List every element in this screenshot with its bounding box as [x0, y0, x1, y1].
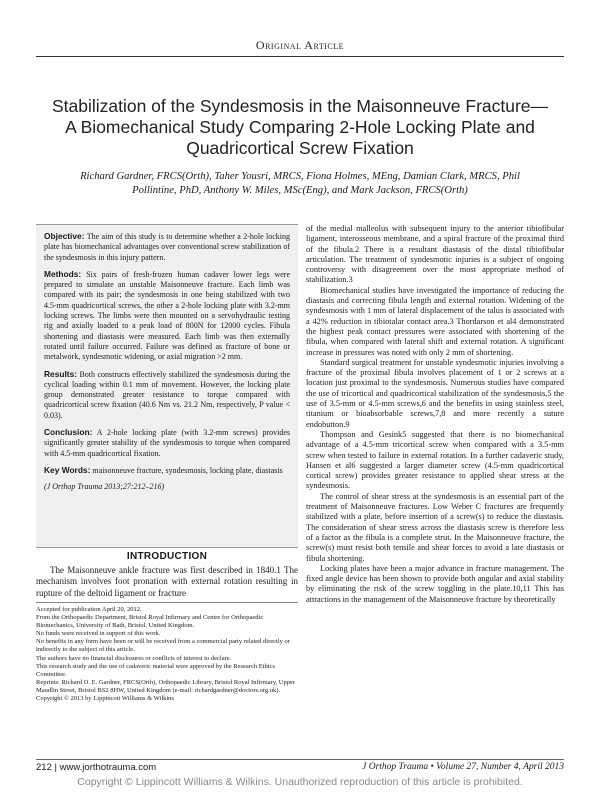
abstract-conclusion — [44, 427, 290, 459]
body-paragraph: Biomechanical studies have investigated the importance of reducing the diastasis and correcting fibula length and external rotation. Widening of the syndesmosis with 1 mm of lateral displacement of the talus is associated with a 42% reduction in tibiotalar contact area.3 Thordarson et al4 demonstrated the highest peak contact pressures were associated with shortening of the fibula, when compared with lateral shift and external rotation. A significant increase in pressures was noted with only 2 mm of shortening. — [306, 285, 564, 357]
introduction-heading: INTRODUCTION — [126, 551, 208, 562]
objective-label: Objective: — [44, 231, 85, 241]
footnote: Reprints: Richard O. E. Gardner, FRCS(Orth), Orthopaedic Library, Bristol Royal Infirmary, Upper Maudlin Street, Bristol BS2 8HW, United Kingdom (e-mail: richardgardner@doctors.org.uk). — [36, 678, 296, 694]
footnote: The authors have no financial disclosures or conflicts of interest to declare. — [36, 654, 232, 662]
article-title: Stabilization of the Syndesmosis in the Maisonneuve Fracture—A Biomechanical Study Comparing 2-Hole Locking Plate and Quadricortical Screw Fixation — [51, 96, 549, 158]
author-list: Richard Gardner, FRCS(Orth), Taher Yousri, MRCS, Fiona Holmes, MEng, Damian Clark, MRCS, Phil Pollintine, PhD, Anthony W. Miles, MSc(Eng), and Mark Jackson, FRCS(Orth) — [80, 171, 520, 196]
footer-journal-info: J Orthop Trauma • Volume 27, Number 4, April 2013 — [362, 762, 564, 772]
footer-page-url: 212 | www.jorthotrauma.com — [36, 762, 157, 773]
copyright-notice: Copyright © Lippincott Williams & Wilkins. Unauthorized reproduction of this article is prohibited. — [77, 776, 523, 788]
methods-text: Six pairs of fresh-frozen human cadaver lower legs were prepared to simulate an unstable Maisonneuve fracture. Each limb was compared with its pair; the syndesmosis in one being stabilized with two 4.5-mm quadricortical screws, the other a 2-hole locking plate with 3.2-mm locking screws. The limbs were then mounted on a servohydraulic testing rig and axially loaded to a peak load of 800N for 12000 cycles. Fibula shortening and diastasis were measured. Each limb was then externally rotated until failure occurred. Failure was defined as fracture of bone or metalwork, syndesmotic widening, or axial migration >2 mm. — [44, 269, 291, 362]
abstract-objective — [44, 231, 290, 263]
introduction-text — [36, 565, 298, 599]
conclusion-text: A 2-hole locking plate (with 3.2-mm screws) provides significantly greater stability of the syndesmosis to torque when compared with 4.5-mm quadricortical fixation. — [44, 428, 290, 458]
intro-paragraph: The Maisonneuve ankle fracture was first described in 1840.1 The mechanism involves foot pronation with external rotation resulting in rupture of the deltoid ligament or fracture — [36, 565, 298, 598]
conclusion-label: Conclusion: — [44, 427, 93, 438]
footnote: Copyright © 2013 by Lippincott Williams & Wilkins — [36, 695, 174, 703]
keywords-text: maisonneuve fracture, syndesmosis, locking plate, diastasis — [92, 465, 283, 475]
footnote: This research study and the use of cadaveric material were approved by the Research Ethics Committee. — [36, 662, 275, 678]
footnote: Accepted for publication April 20, 2012. — [36, 606, 142, 613]
abstract-keywords — [44, 465, 290, 476]
citation-text: (J Orthop Trauma 2013;27:212–216) — [44, 482, 165, 492]
abstract-methods — [44, 269, 290, 363]
results-label: Results: — [44, 368, 78, 379]
footnotes — [36, 606, 298, 703]
results-text: Both constructs effectively stabilized the syndesmosis during the cyclical loading within 0.1 mm of movement. However, the locking plate group demonstrated greater resistance to torque compared with quadricortical screw fixation (40.6 Nm vs. 21.2 Nm, respectively, P value < 0.03). — [44, 369, 290, 420]
methods-label: Methods: — [44, 268, 82, 279]
footer-rule — [36, 759, 564, 760]
abstract-box — [36, 224, 298, 548]
objective-text: The aim of this study is to determine whether a 2-hole locking plate has biomechanical advantages over conventional screw stabilization of the syndesmosis in this injury pattern. — [44, 232, 290, 262]
body-paragraph: Standard surgical treatment for unstable syndesmotic injuries involving a fracture of the proximal fibula involves placement of 1 or 2 screws at a location just proximal to the syndesmosis. Numerous studies have compared the use of tricortical and quadricortical stabilization of the syndesmosis,5 the use of 3.5-mm or 4.5-mm screws,6 and the benefits in using stainless steel, titanium or bioabsorbable screws,7,8 and more recently a suture endobutton.9 — [306, 357, 564, 429]
body-paragraph: of the medial malleolus with subsequent injury to the anterior tibiofibular ligament, interosseous membrane, and a spiral fracture of the proximal third of the fibula.2 There is a resultant diastasis of the distal tibiofibular articulation. The treatment of syndesmotic injuries is a subject of ongoing controversy with disagreement over the most appropriate method of stabilization.3 — [306, 224, 564, 285]
abstract-results — [44, 369, 290, 421]
body-paragraph: Thompson and Gesink5 suggested that there is no biomechanical advantage of a 4.5-mm tricortical screw when compared with a 3.5-mm screw when tested to failure in external rotation. In a further cadaveric study, Hansen et al6 suggested a larger diameter screw (4.5-mm quadricortical cortical screw) provides greater resistance to applied shear stress at the syndesmosis. — [306, 429, 564, 491]
body-paragraph: Locking plates have been a major advance in fracture management. The fixed angle device has been shown to provide both angular and axial stability by eliminating the risk of the screw toggling in the plate.10,11 This has attractions in the management of the Maisonneuve fracture by theoretically — [306, 563, 564, 604]
body-paragraph: The control of shear stress at the syndesmosis is an essential part of the treatment of Maisonneuve fractures. Low Weber C fractures are frequently stabilized with a plate, before insertion of a screw(s) to reduce the diastasis. The consideration of shear stress across the diastasis screw is therefore less of a factor as the fibula is a complete strut. In the Maisonneuve fracture, the screw(s) must resist both tensile and shear forces to avoid a late diastasis or fibula shortening. — [306, 491, 564, 563]
right-column — [306, 224, 564, 605]
footnote-rule — [36, 602, 298, 603]
section-label: Original Article — [255, 38, 344, 52]
keywords-label: Key Words: — [44, 464, 91, 475]
abstract-citation — [44, 482, 290, 492]
header-rule — [36, 56, 564, 57]
footnote: From the Orthopaedic Department, Bristol Royal Infirmary and Centre for Orthopaedic Biomechanics, University of Bath, Bristol, United Kingdom. — [36, 614, 264, 630]
footnote: No funds were received in support of this work. — [36, 630, 161, 638]
footnote: No benefits in any form have been or will be received from a commercial party related directly or indirectly to the subject of this article. — [36, 638, 290, 654]
